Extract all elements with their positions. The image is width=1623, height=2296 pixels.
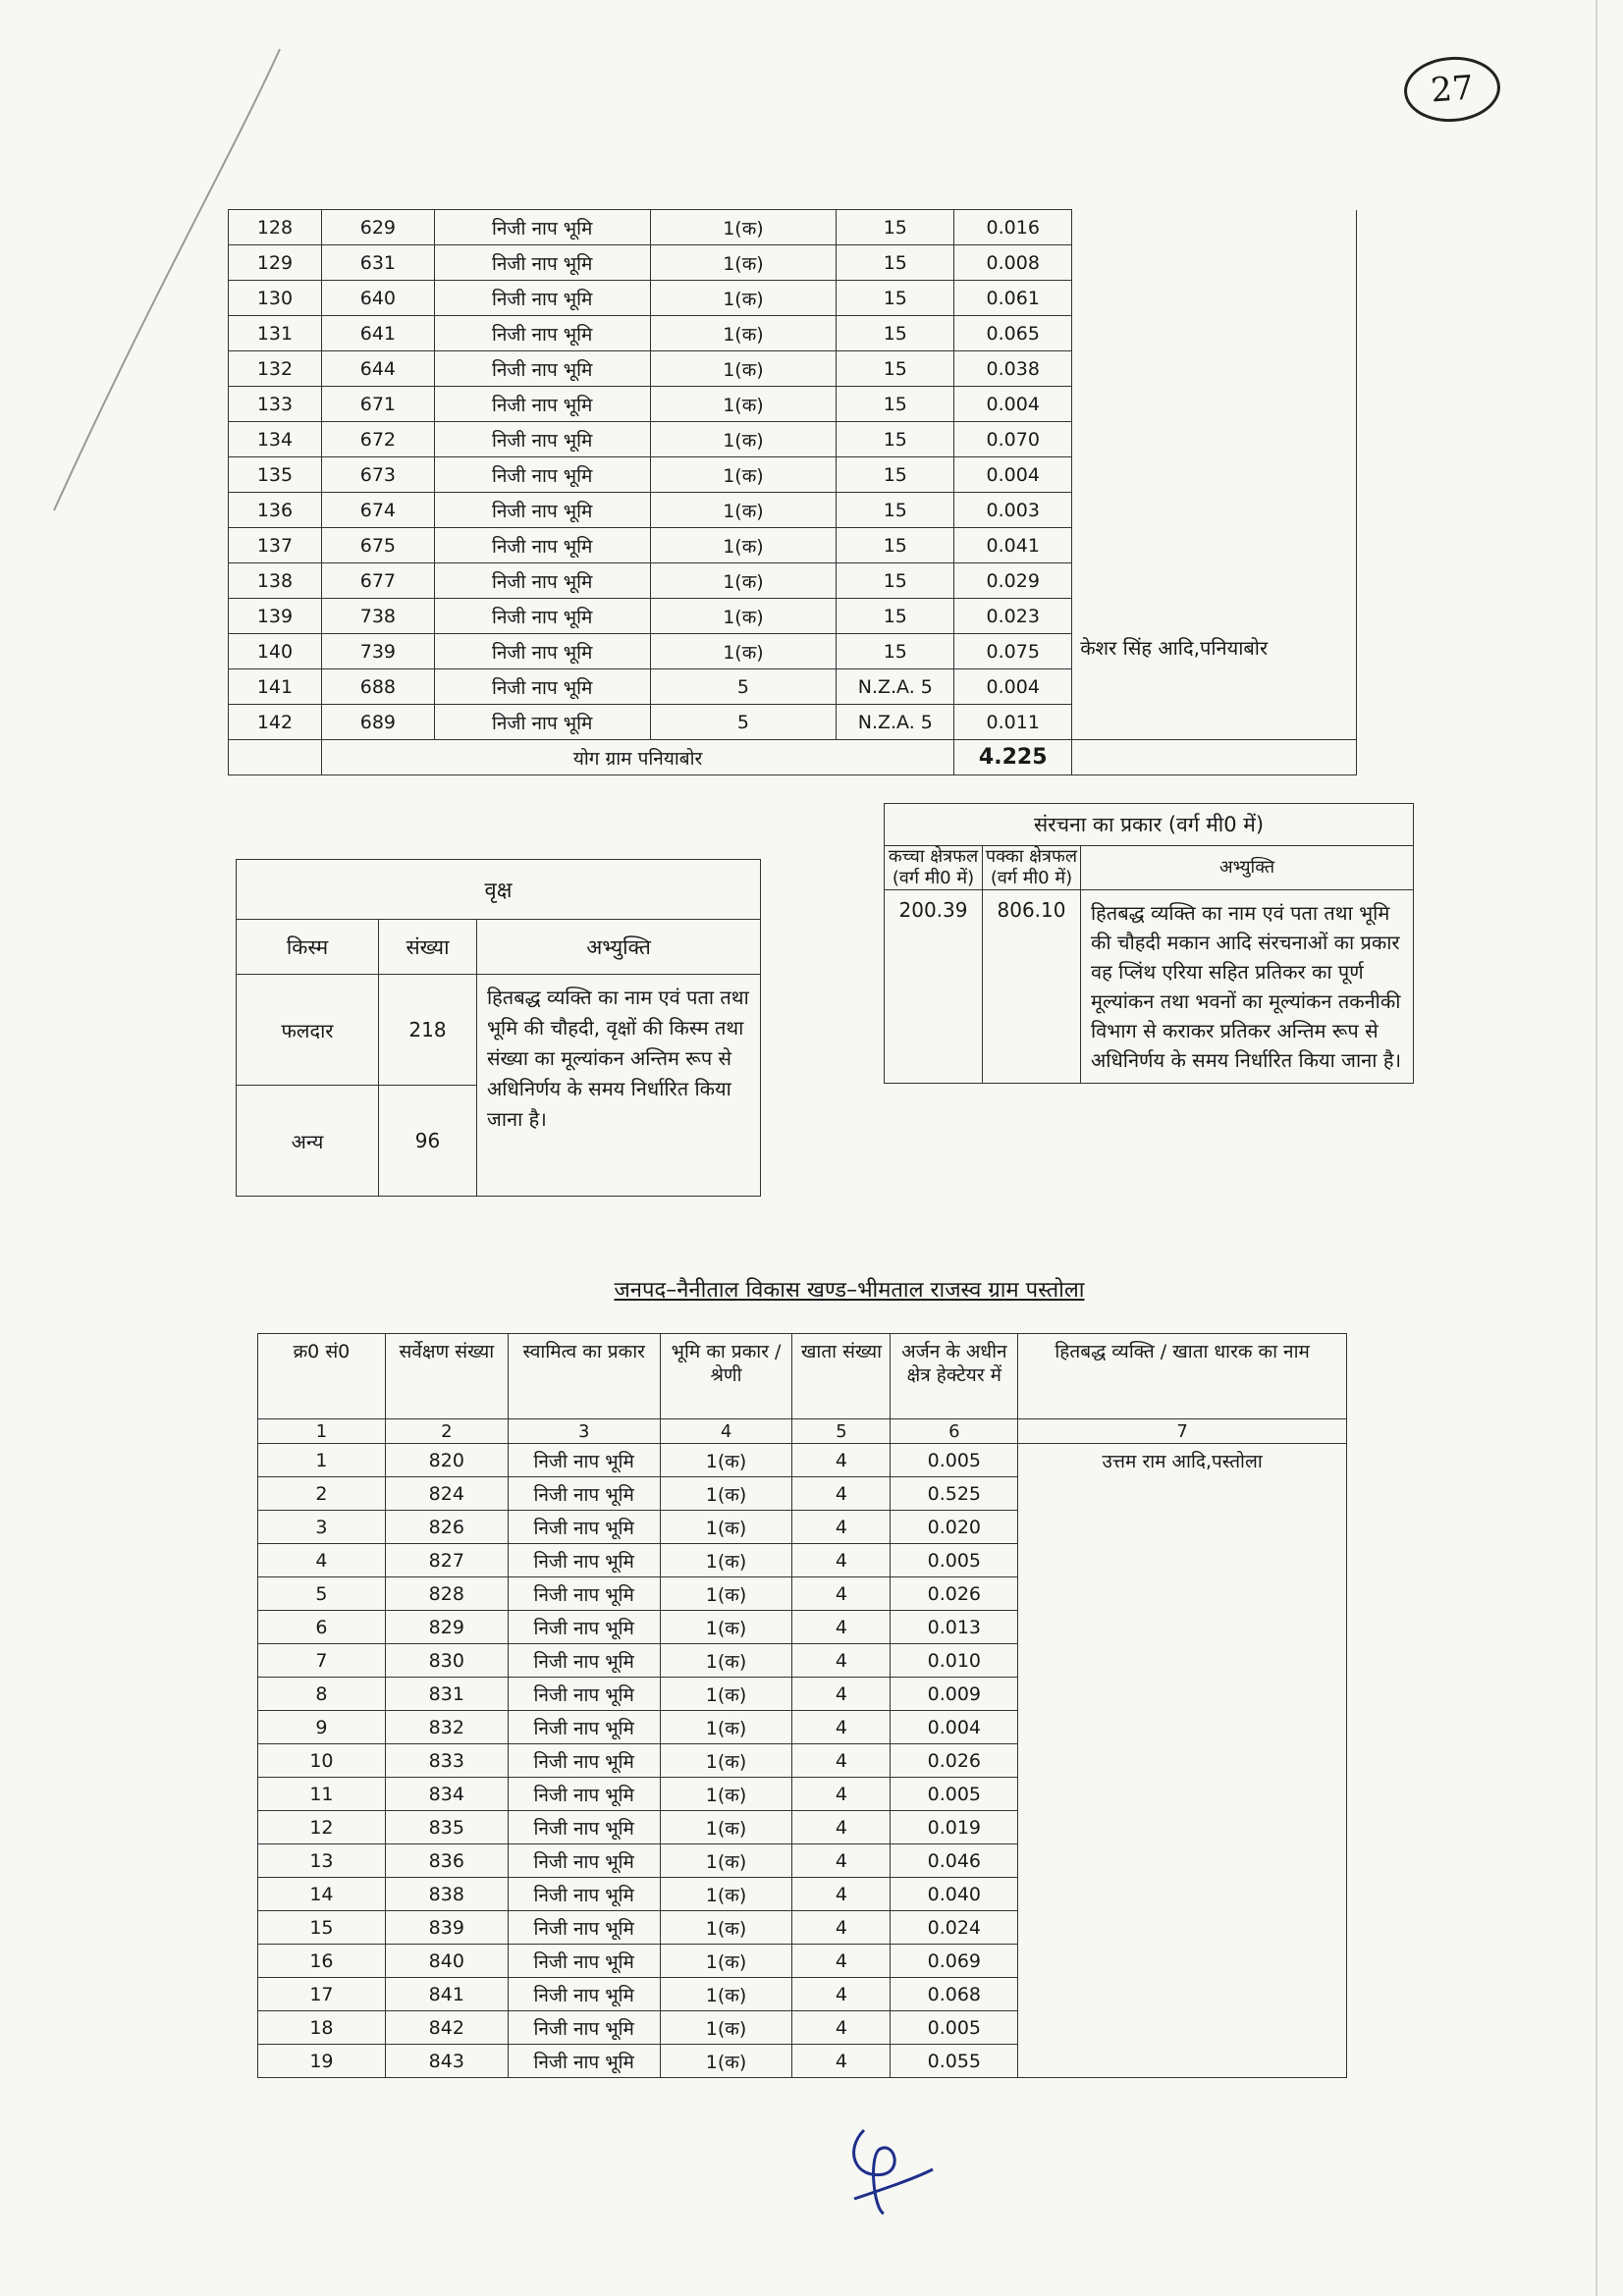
- tree-type: फलदार: [237, 975, 379, 1086]
- serial-no: 135: [229, 457, 322, 493]
- table-row: [229, 210, 1357, 245]
- serial-no: 132: [229, 351, 322, 387]
- col-survey-no: सर्वेक्षण संख्या: [385, 1334, 508, 1419]
- table-row: [229, 387, 1357, 422]
- col-khata: खाता संख्या: [792, 1334, 891, 1419]
- land-category: 1(क): [650, 316, 837, 351]
- land-table-body: [229, 210, 1357, 740]
- structures-col-pakka: पक्का क्षेत्रफल (वर्ग मी0 में): [983, 846, 1081, 890]
- col-number: 7: [1018, 1419, 1347, 1444]
- serial-no: 140: [229, 634, 322, 669]
- land-category: 1(क): [660, 1778, 792, 1811]
- col-number: 6: [891, 1419, 1018, 1444]
- area-hectare: 0.009: [891, 1678, 1018, 1711]
- khata-no: 4: [792, 1544, 891, 1577]
- land-category: 1(क): [650, 563, 837, 599]
- khata-no: 4: [792, 1644, 891, 1678]
- survey-no: 827: [385, 1544, 508, 1577]
- survey-no: 842: [385, 2011, 508, 2045]
- survey-no: 640: [321, 281, 434, 316]
- area-hectare: 0.023: [954, 599, 1072, 634]
- serial-no: 13: [258, 1844, 386, 1878]
- ownership-type: निजी नाप भूमि: [434, 493, 650, 528]
- survey-no: 835: [385, 1811, 508, 1844]
- total-value: 4.225: [954, 740, 1072, 775]
- table-row: [229, 705, 1357, 740]
- khata-no: 4: [792, 1978, 891, 2011]
- area-hectare: 0.061: [954, 281, 1072, 316]
- survey-no: 689: [321, 705, 434, 740]
- col-number: 2: [385, 1419, 508, 1444]
- land-category: 1(क): [660, 1711, 792, 1744]
- survey-no: 829: [385, 1611, 508, 1644]
- survey-no: 675: [321, 528, 434, 563]
- survey-no: 826: [385, 1511, 508, 1544]
- area-hectare: 0.075: [954, 634, 1072, 669]
- col-number-row: [258, 1419, 1347, 1444]
- ownership-type: निजी नाप भूमि: [508, 1544, 660, 1577]
- total-blank-right: [1072, 740, 1357, 775]
- survey-no: 671: [321, 387, 434, 422]
- ownership-type: निजी नाप भूमि: [508, 1644, 660, 1678]
- ownership-type: निजी नाप भूमि: [508, 1744, 660, 1778]
- land-category: 1(क): [660, 1511, 792, 1544]
- structures-col-remark: अभ्युक्ति: [1081, 846, 1414, 890]
- table-row: [258, 1444, 1347, 1477]
- holder-cell: [1072, 281, 1357, 316]
- area-hectare: 0.013: [891, 1611, 1018, 1644]
- ownership-type: निजी नाप भूमि: [508, 1711, 660, 1744]
- col-number: 3: [508, 1419, 660, 1444]
- col-number: 5: [792, 1419, 891, 1444]
- serial-no: 139: [229, 599, 322, 634]
- serial-no: 6: [258, 1611, 386, 1644]
- table-row: [229, 457, 1357, 493]
- land-table-paniyabor: [228, 209, 1357, 775]
- area-hectare: 0.038: [954, 351, 1072, 387]
- area-hectare: 0.016: [954, 210, 1072, 245]
- area-hectare: 0.005: [891, 2011, 1018, 2045]
- ownership-type: निजी नाप भूमि: [508, 1577, 660, 1611]
- serial-no: 131: [229, 316, 322, 351]
- serial-no: 137: [229, 528, 322, 563]
- land-category: 1(क): [650, 281, 837, 316]
- serial-no: 11: [258, 1778, 386, 1811]
- survey-no: 738: [321, 599, 434, 634]
- ownership-type: निजी नाप भूमि: [508, 2011, 660, 2045]
- survey-no: 828: [385, 1577, 508, 1611]
- col-area: अर्जन के अधीन क्षेत्र हेक्टेयर में: [891, 1334, 1018, 1419]
- holder-cell: [1072, 316, 1357, 351]
- survey-no: 830: [385, 1644, 508, 1678]
- khata-no: 4: [792, 1878, 891, 1911]
- survey-no: 673: [321, 457, 434, 493]
- table-row: [229, 245, 1357, 281]
- serial-no: 1: [258, 1444, 386, 1477]
- serial-no: 133: [229, 387, 322, 422]
- holder-cell: [1072, 457, 1357, 493]
- khata-no: 4: [792, 1844, 891, 1878]
- land-category: 1(क): [650, 457, 837, 493]
- area-hectare: 0.026: [891, 1744, 1018, 1778]
- trees-title: वृक्ष: [237, 860, 761, 920]
- pakka-area: 806.10: [983, 890, 1081, 1084]
- area-hectare: 0.029: [954, 563, 1072, 599]
- survey-no: 629: [321, 210, 434, 245]
- land-table-body: [258, 1444, 1347, 2078]
- khata-no: 4: [792, 2045, 891, 2078]
- ownership-type: निजी नाप भूमि: [434, 669, 650, 705]
- tree-count: 218: [379, 975, 477, 1086]
- ownership-type: निजी नाप भूमि: [434, 387, 650, 422]
- land-category: 1(क): [660, 1444, 792, 1477]
- holder-cell: [1072, 669, 1357, 705]
- holder-cell: [1072, 245, 1357, 281]
- serial-no: 134: [229, 422, 322, 457]
- area-hectare: 0.005: [891, 1544, 1018, 1577]
- survey-no: 834: [385, 1778, 508, 1811]
- total-blank: [229, 740, 322, 775]
- land-category: 1(क): [660, 1844, 792, 1878]
- khata-no: 4: [792, 1611, 891, 1644]
- serial-no: 3: [258, 1511, 386, 1544]
- tree-type: अन्य: [237, 1086, 379, 1197]
- area-hectare: 0.026: [891, 1577, 1018, 1611]
- area-hectare: 0.065: [954, 316, 1072, 351]
- land-category: 1(क): [650, 493, 837, 528]
- serial-no: 15: [258, 1911, 386, 1945]
- holder-cell: [1072, 563, 1357, 599]
- khata-no: 4: [792, 1711, 891, 1744]
- land-category: 1(क): [660, 1911, 792, 1945]
- structures-col-kachcha: कच्चा क्षेत्रफल (वर्ग मी0 में): [885, 846, 983, 890]
- serial-no: 19: [258, 2045, 386, 2078]
- land-category: 1(क): [660, 1644, 792, 1678]
- tree-count: 96: [379, 1086, 477, 1197]
- khata-no: 4: [792, 1511, 891, 1544]
- khata-no: 15: [837, 493, 954, 528]
- land-category: 1(क): [650, 351, 837, 387]
- survey-no: 831: [385, 1678, 508, 1711]
- ownership-type: निजी नाप भूमि: [434, 210, 650, 245]
- ownership-type: निजी नाप भूमि: [434, 563, 650, 599]
- col-ownership: स्वामित्व का प्रकार: [508, 1334, 660, 1419]
- ownership-type: निजी नाप भूमि: [508, 1844, 660, 1878]
- serial-no: 141: [229, 669, 322, 705]
- table-row: [229, 351, 1357, 387]
- khata-no: 15: [837, 281, 954, 316]
- land-category: 1(क): [650, 599, 837, 634]
- table-row: [229, 599, 1357, 634]
- col-serial: क्र0 सं0: [258, 1334, 386, 1419]
- khata-no: 4: [792, 1744, 891, 1778]
- khata-no: 15: [837, 351, 954, 387]
- table-row: [229, 422, 1357, 457]
- area-hectare: 0.020: [891, 1511, 1018, 1544]
- area-hectare: 0.008: [954, 245, 1072, 281]
- ownership-type: निजी नाप भूमि: [434, 281, 650, 316]
- structures-table: [884, 803, 1414, 1084]
- table-row: [229, 281, 1357, 316]
- ownership-type: निजी नाप भूमि: [508, 1611, 660, 1644]
- khata-no: 15: [837, 422, 954, 457]
- land-category: 1(क): [660, 2011, 792, 2045]
- area-hectare: 0.004: [954, 669, 1072, 705]
- area-hectare: 0.041: [954, 528, 1072, 563]
- khata-no: N.Z.A. 5: [837, 669, 954, 705]
- serial-no: 129: [229, 245, 322, 281]
- khata-no: 4: [792, 2011, 891, 2045]
- survey-no: 824: [385, 1477, 508, 1511]
- village-caption: जनपद–नैनीताल विकास खण्ड–भीमताल राजस्व ग्राम पस्तोला: [614, 1278, 1085, 1303]
- ownership-type: निजी नाप भूमि: [434, 634, 650, 669]
- table-row: [229, 528, 1357, 563]
- khata-no: 15: [837, 457, 954, 493]
- structures-row: [885, 890, 1414, 1084]
- ownership-type: निजी नाप भूमि: [434, 528, 650, 563]
- land-category: 1(क): [660, 1577, 792, 1611]
- table-row: [229, 563, 1357, 599]
- trees-remark: हितबद्ध व्यक्ति का नाम एवं पता तथा भूमि की चौहदी, वृक्षों की किस्म तथा संख्या का मूल्यांकन अन्तिम रूप से अधिनिर्णय के समय निर्धारित किया जाना है।: [477, 975, 761, 1197]
- ownership-type: निजी नाप भूमि: [434, 245, 650, 281]
- area-hectare: 0.005: [891, 1444, 1018, 1477]
- holder-cell: [1072, 351, 1357, 387]
- structures-remark: हितबद्ध व्यक्ति का नाम एवं पता तथा भूमि की चौहदी मकान आदि संरचनाओं का प्रकार वह प्लिंथ एरिया सहित प्रतिकर का पूर्ण मूल्यांकन तथा भवनों का मूल्यांकन तकनीकी विभाग से कराकर प्रतिकर अन्तिम रूप से अधिनिर्णय के समय निर्धारित किया जाना है।: [1081, 890, 1414, 1084]
- col-land-type: भूमि का प्रकार / श्रेणी: [660, 1334, 792, 1419]
- area-hectare: 0.004: [954, 457, 1072, 493]
- table-row: [229, 493, 1357, 528]
- land-category: 1(क): [660, 1744, 792, 1778]
- holder-cell: [1072, 705, 1357, 740]
- serial-no: 128: [229, 210, 322, 245]
- area-hectare: 0.068: [891, 1978, 1018, 2011]
- holder-cell: [1072, 599, 1357, 634]
- land-category: 1(क): [660, 1611, 792, 1644]
- land-table-pastola: [257, 1333, 1347, 2078]
- area-hectare: 0.055: [891, 2045, 1018, 2078]
- area-hectare: 0.004: [891, 1711, 1018, 1744]
- khata-no: 4: [792, 1477, 891, 1511]
- survey-no: 631: [321, 245, 434, 281]
- serial-no: 142: [229, 705, 322, 740]
- khata-no: 4: [792, 1811, 891, 1844]
- ownership-type: निजी नाप भूमि: [434, 351, 650, 387]
- survey-no: 832: [385, 1711, 508, 1744]
- serial-no: 14: [258, 1878, 386, 1911]
- land-category: 1(क): [660, 1544, 792, 1577]
- khata-no: 15: [837, 245, 954, 281]
- survey-no: 672: [321, 422, 434, 457]
- khata-no: 4: [792, 1577, 891, 1611]
- structures-title: संरचना का प्रकार (वर्ग मी0 में): [885, 804, 1414, 846]
- ownership-type: निजी नाप भूमि: [508, 1511, 660, 1544]
- table-row: [229, 669, 1357, 705]
- khata-no: 15: [837, 563, 954, 599]
- land-category: 1(क): [660, 1878, 792, 1911]
- land-category: 5: [650, 705, 837, 740]
- serial-no: 18: [258, 2011, 386, 2045]
- holder-cell: [1072, 387, 1357, 422]
- area-hectare: 0.005: [891, 1778, 1018, 1811]
- khata-no: 15: [837, 528, 954, 563]
- ownership-type: निजी नाप भूमि: [508, 1444, 660, 1477]
- ownership-type: निजी नाप भूमि: [508, 1978, 660, 2011]
- survey-no: 677: [321, 563, 434, 599]
- khata-no: 15: [837, 210, 954, 245]
- land-category: 1(क): [650, 245, 837, 281]
- area-hectare: 0.024: [891, 1911, 1018, 1945]
- serial-no: 16: [258, 1945, 386, 1978]
- total-row: [229, 740, 1357, 775]
- trees-table: [236, 859, 761, 1197]
- ownership-type: निजी नाप भूमि: [508, 1477, 660, 1511]
- ownership-type: निजी नाप भूमि: [508, 1678, 660, 1711]
- survey-no: 674: [321, 493, 434, 528]
- area-hectare: 0.004: [954, 387, 1072, 422]
- trees-col-type: किस्म: [237, 920, 379, 975]
- holder-cell: [1072, 528, 1357, 563]
- land-category: 1(क): [660, 1811, 792, 1844]
- holder-cell: [1072, 210, 1357, 245]
- col-number: 1: [258, 1419, 386, 1444]
- survey-no: 641: [321, 316, 434, 351]
- holder-cell: [1072, 422, 1357, 457]
- ownership-type: निजी नाप भूमि: [508, 1911, 660, 1945]
- serial-no: 10: [258, 1744, 386, 1778]
- table-row: [229, 634, 1357, 669]
- serial-no: 8: [258, 1678, 386, 1711]
- serial-no: 17: [258, 1978, 386, 2011]
- khata-no: 4: [792, 1444, 891, 1477]
- area-hectare: 0.046: [891, 1844, 1018, 1878]
- serial-no: 5: [258, 1577, 386, 1611]
- ownership-type: निजी नाप भूमि: [434, 316, 650, 351]
- serial-no: 4: [258, 1544, 386, 1577]
- ownership-type: निजी नाप भूमि: [434, 457, 650, 493]
- area-hectare: 0.010: [891, 1644, 1018, 1678]
- land-category: 1(क): [660, 1678, 792, 1711]
- land-category: 1(क): [650, 387, 837, 422]
- area-hectare: 0.525: [891, 1477, 1018, 1511]
- serial-no: 9: [258, 1711, 386, 1744]
- area-hectare: 0.040: [891, 1878, 1018, 1911]
- signature: [825, 2120, 972, 2218]
- page-edge: [1596, 0, 1597, 2296]
- serial-no: 138: [229, 563, 322, 599]
- survey-no: 841: [385, 1978, 508, 2011]
- survey-no: 836: [385, 1844, 508, 1878]
- col-number: 4: [660, 1419, 792, 1444]
- survey-no: 840: [385, 1945, 508, 1978]
- survey-no: 739: [321, 634, 434, 669]
- table-row: [229, 316, 1357, 351]
- land-category: 1(क): [650, 634, 837, 669]
- ownership-type: निजी नाप भूमि: [508, 1878, 660, 1911]
- khata-no: 15: [837, 387, 954, 422]
- land-category: 5: [650, 669, 837, 705]
- holder-cell: [1072, 493, 1357, 528]
- khata-no: 4: [792, 1778, 891, 1811]
- ownership-type: निजी नाप भूमि: [508, 1778, 660, 1811]
- ownership-type: निजी नाप भूमि: [508, 2045, 660, 2078]
- ownership-type: निजी नाप भूमि: [434, 705, 650, 740]
- survey-no: 843: [385, 2045, 508, 2078]
- page-number: 27: [1402, 54, 1502, 126]
- land-category: 1(क): [650, 422, 837, 457]
- land-category: 1(क): [660, 1477, 792, 1511]
- serial-no: 136: [229, 493, 322, 528]
- khata-no: 4: [792, 1911, 891, 1945]
- serial-no: 7: [258, 1644, 386, 1678]
- area-hectare: 0.069: [891, 1945, 1018, 1978]
- survey-no: 839: [385, 1911, 508, 1945]
- ownership-type: निजी नाप भूमि: [508, 1811, 660, 1844]
- col-holder: हितबद्ध व्यक्ति / खाता धारक का नाम: [1018, 1334, 1347, 1419]
- land-category: 1(क): [650, 210, 837, 245]
- trees-col-remark: अभ्युक्ति: [477, 920, 761, 975]
- trees-row: [237, 975, 761, 1086]
- survey-no: 838: [385, 1878, 508, 1911]
- ownership-type: निजी नाप भूमि: [508, 1945, 660, 1978]
- survey-no: 688: [321, 669, 434, 705]
- ownership-type: निजी नाप भूमि: [434, 422, 650, 457]
- land-category: 1(क): [660, 2045, 792, 2078]
- serial-no: 130: [229, 281, 322, 316]
- holder-name: उत्तम राम आदि,पस्तोला: [1018, 1444, 1347, 2078]
- area-hectare: 0.070: [954, 422, 1072, 457]
- serial-no: 12: [258, 1811, 386, 1844]
- land-category: 1(क): [650, 528, 837, 563]
- khata-no: N.Z.A. 5: [837, 705, 954, 740]
- area-hectare: 0.003: [954, 493, 1072, 528]
- serial-no: 2: [258, 1477, 386, 1511]
- ownership-type: निजी नाप भूमि: [434, 599, 650, 634]
- survey-no: 833: [385, 1744, 508, 1778]
- trees-col-count: संख्या: [379, 920, 477, 975]
- khata-no: 15: [837, 634, 954, 669]
- khata-no: 15: [837, 316, 954, 351]
- kachcha-area: 200.39: [885, 890, 983, 1084]
- land-category: 1(क): [660, 1978, 792, 2011]
- khata-no: 4: [792, 1945, 891, 1978]
- survey-no: 644: [321, 351, 434, 387]
- area-hectare: 0.011: [954, 705, 1072, 740]
- holder-name: केशर सिंह आदि,पनियाबोर: [1072, 634, 1357, 669]
- survey-no: 820: [385, 1444, 508, 1477]
- land-category: 1(क): [660, 1945, 792, 1978]
- area-hectare: 0.019: [891, 1811, 1018, 1844]
- khata-no: 4: [792, 1678, 891, 1711]
- khata-no: 15: [837, 599, 954, 634]
- total-label: योग ग्राम पनियाबोर: [321, 740, 953, 775]
